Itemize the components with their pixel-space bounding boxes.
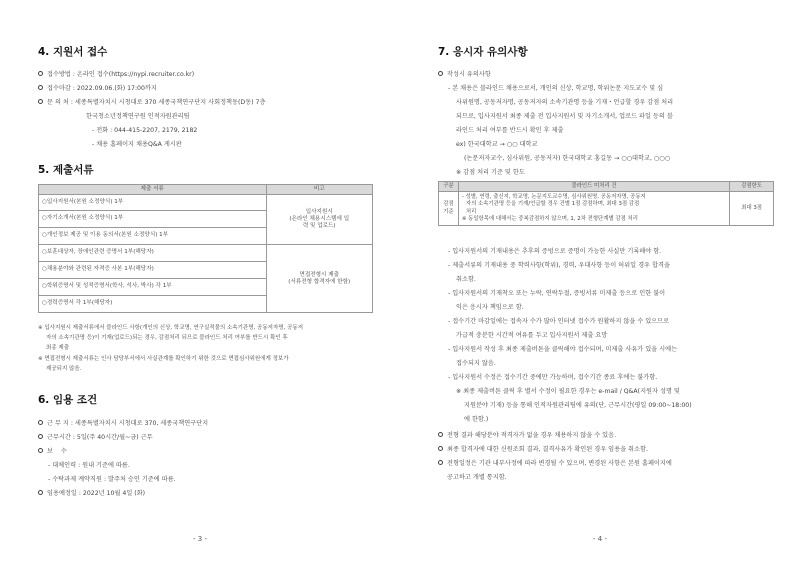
sec6-item-location: 근 무 지 : 세종특별자치시 시청대로 370, 세종국책연구단지 — [38, 420, 208, 428]
circle-bullet-icon — [38, 490, 43, 495]
sec7-intro: 작성시 유의사항 — [438, 71, 491, 79]
circle-bullet-icon — [438, 460, 443, 465]
circle-bullet-icon — [438, 446, 443, 451]
sec7-after-line: ※ 최종 제출버튼 클릭 후 별서 수정이 필요한 경우는 e-mail / Q&A(지원자 성명 및 — [456, 388, 680, 395]
circle-bullet-icon — [38, 71, 43, 76]
sec4-contact-team: 한국청소년정책연구원 인적자원관리팀 — [86, 113, 190, 120]
circle-bullet-icon — [38, 99, 43, 104]
table-row: ○채용분야와 관련된 자격증 사본 1부(해당자) — [39, 262, 267, 279]
sec6-item-pay: 보 수 — [38, 448, 67, 456]
closing-item-continued: 공고하고 개별 통지함. — [447, 474, 507, 481]
table-row: ○입사지원서(본원 소정양식) 1부 — [39, 195, 267, 211]
circle-bullet-icon — [38, 434, 43, 439]
note-interview: 면접전형시 제출 (서류전형 합격자에 한함) — [266, 245, 373, 313]
sec7-line: - 본 채용은 블라인드 채용으로서, 개인의 신상, 학교명, 학위논문 지도교수 및 심 — [448, 85, 664, 92]
closing-item: 전형일정은 기관 내부사정에 따라 변경될 수 있으며, 변경된 사항은 본원 홈페이지에 — [438, 460, 672, 468]
sec7-after-line: - 접수기간 마감일에는 접속자 수가 많아 인터넷 접수가 원활하지 않을 수 있으므로 — [448, 318, 670, 325]
penalty-table — [438, 181, 774, 226]
circle-bullet-icon — [438, 432, 443, 437]
section-4-title: 4. 지원서 접수 — [38, 46, 108, 58]
sec7-after-line: - 입사지원서의 기재착오 또는 누락, 연락두절, 증빙서류 미제출 등으로 인한 불이 — [448, 290, 666, 297]
table-row: ○경력증명서 각 1부(해당자) — [39, 296, 267, 313]
note-application: 입사지원시 (온라인 채용시스템에 입 력 및 업로드) — [266, 195, 373, 245]
section-5-title: 5. 제출서류 — [38, 164, 94, 176]
sec7-after-line: 취소함. — [456, 276, 476, 283]
circle-bullet-icon — [438, 71, 443, 76]
sec4-item-deadline: 접수마감 : 2022.09.06.(화) 17:00까지 — [38, 85, 157, 93]
penalty-limit: 최대 3점 — [730, 192, 774, 226]
closing-item: 전형 결과 해당분야 적격자가 없을 경우 채용하지 않을 수 있음. — [438, 432, 616, 440]
documents-table — [38, 184, 373, 313]
circle-bullet-icon — [38, 448, 43, 453]
sec7-example: ex) 한국대학교 → ○○ 대학교 — [456, 141, 538, 148]
note-line: 제공되지 않음. — [46, 366, 82, 372]
sec7-after-line: - 입사지원서의 기재내용은 추후의 증빙으로 증명이 가능한 사실만 기록해야 함. — [448, 248, 662, 255]
sec7-line: 되므로, 입사지원서 최종 제출 전 입사지원서 및 자기소개서, 업로드 파일 등의 블 — [456, 113, 673, 120]
sec6-pay-contract: - 수탁과제 계약직원 : 발주처 승인 기준에 따름. — [48, 476, 176, 483]
sec7-line: 사위원명, 공동저자명, 공동저자의 소속기관명 등을 기재・언급할 경우 감점 처리 — [456, 99, 674, 106]
sec4-contact-qna: - 채용 홈페이지 채용Q&A 게시판 — [92, 141, 182, 148]
section-6-title: 6. 임용 조건 — [38, 394, 98, 406]
sec4-contact-phone: - 전화 : 044-415-2207, 2179, 2182 — [92, 127, 198, 134]
sec7-after-line: - 입사지원서 작성 후 최종 제출버튼을 클릭해야 접수되며, 미제출 사유가 있을 시에는 — [448, 346, 678, 353]
sec7-after-line: - 입사지원서 수정은 접수기간 중에만 가능하며, 접수기간 종료 후에는 불가함. — [448, 374, 658, 381]
table-row: ○자기소개서(본원 소정양식) 1부 — [39, 211, 267, 228]
table-header-remarks: 비고 — [266, 185, 373, 195]
note-line: ※ 입사지원시 제출서류에서 블라인드 사항(개인의 신상, 학교명, 연구실적물의 소속기관명, 공동저자명, 공동저 — [38, 325, 304, 331]
sec6-item-hours: 근무시간 : 5일(주 40시간/월~금) 근무 — [38, 434, 153, 442]
penalty-row-label: 감점 기준 — [439, 192, 459, 226]
penalty-header-case: 블라인드 미처리 건 — [458, 182, 729, 192]
page-number: - 3 - — [193, 534, 207, 543]
page-number: - 4 - — [593, 534, 607, 543]
sec4-item-method: 접수방법 : 온라인 접수(https://nypi.recruiter.co.kr) — [38, 71, 194, 79]
table-header-documents: 제출 서류 — [39, 185, 267, 195]
closing-item: 최종 합격자에 대한 신원조회 결과, 결격사유가 확인된 경우 임용을 취소함. — [438, 446, 648, 454]
sec6-item-start-date: 임용예정일 : 2022년 10월 4일 (화) — [38, 490, 145, 498]
sec6-pay-substitute: - 대체인력 : 원내 기준에 따름. — [48, 462, 130, 469]
penalty-content: - 성별, 연령, 출신지, 학교명, 논문지도교수명, 심사위원명, 공동저자명, 공동저 자의 소속기관명 등을 기재/언급할 경우 건별 1점 감점하며, 최대 3점 감점 처리 ※ 동일항목에 대해서는 중복감점하지 않으며, 1, 2차 전형단계별 감점 처리 — [458, 192, 729, 226]
sec7-after-line: 가급적 충분한 시간적 여유를 두고 입사지원서 제출 요망 — [456, 332, 608, 339]
sec7-line: 라인드 처리 여부를 반드시 확인 후 제출 — [456, 127, 564, 134]
note-line: 최종 제출 — [46, 345, 70, 351]
sec4-item-contact: 문 의 처 : 세종특별자치시 시청대로 370 세종국책연구단지 사회정책동(D동) 7층 — [38, 99, 265, 107]
penalty-header-limit: 감점한도 — [730, 182, 774, 192]
note-line: 자의 소속기관명 등)이 기재(업로드)되는 경우, 감점처리 되므로 블라인드 처리 여부를 반드시 확인 후 — [46, 335, 288, 341]
table-row: ○보훈대상자, 장애인관련 증명서 1부(해당자) — [39, 245, 267, 262]
sec7-after-line: 지원분야 기재) 등을 통해 인적자원관리팀에 유의(단, 근무시간(평일 09:00~18:00) — [464, 402, 692, 409]
penalty-header-category: 구분 — [439, 182, 459, 192]
section-7-title: 7. 응시자 유의사항 — [438, 46, 528, 58]
table-row: ○학위증명서 및 성적증명서(학사, 석사, 박사) 각 1부 — [39, 279, 267, 296]
table-row: ○개인정보 제공 및 이용 동의서(본원 소정양식) 1부 — [39, 228, 267, 245]
sec7-example-detail: (논문저자교수, 심사위원, 공동저자) 한국대학교 홍길동 → ○○대학교, ○○○ — [464, 155, 671, 162]
circle-bullet-icon — [38, 85, 43, 90]
sec7-after-line: 익은 응시자 책임으로 함. — [456, 304, 524, 311]
sec7-after-line: 에 한함.) — [464, 416, 489, 423]
circle-bullet-icon — [38, 420, 43, 425]
sec7-after-line: 접수되지 않음. — [456, 360, 496, 367]
page-4 — [400, 0, 800, 566]
note-line: ※ 면접전형시 제출서류는 인사 담당부서에서 사실관계를 확인하기 위한 것으로 면접심사위원에게 정보가 — [38, 356, 289, 362]
sec7-after-line: - 제출서류의 기재내용 중 학력사항(학위), 경력, 우대사항 등이 허위일 경우 합격을 — [448, 262, 670, 269]
sec7-penalty-title: ※ 감점 처리 기준 및 한도 — [456, 169, 525, 176]
